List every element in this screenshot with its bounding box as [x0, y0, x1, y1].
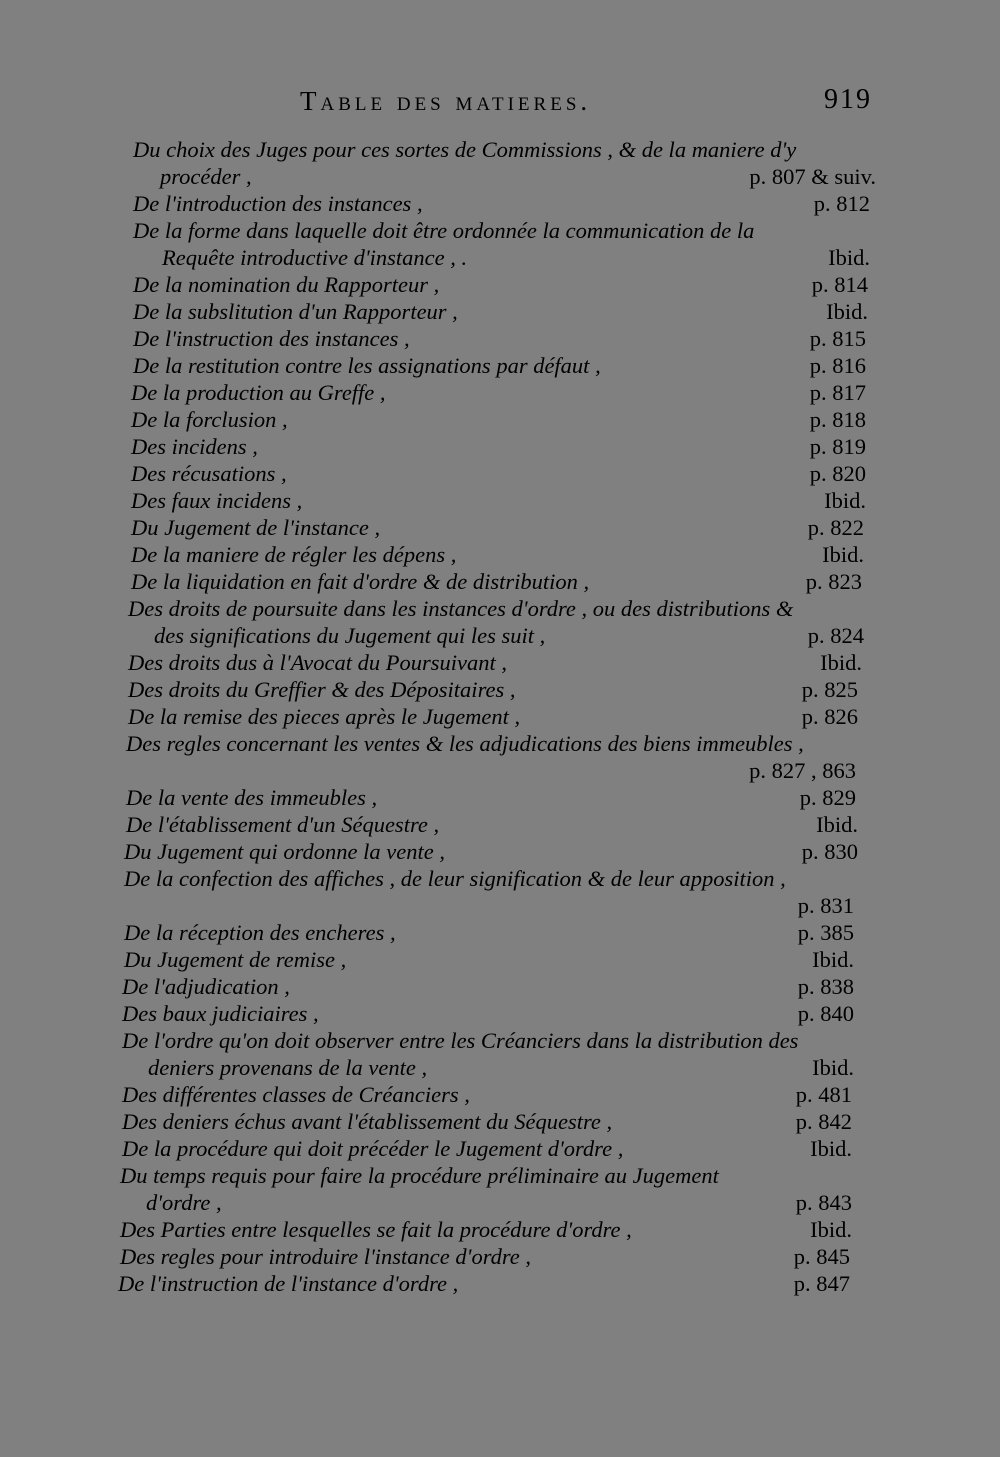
entry-page-ref: p. 843 — [795, 1190, 852, 1215]
toc-entry — [0, 1108, 1000, 1135]
entry-title: Des incidens , — [131, 434, 258, 459]
toc-entry — [0, 838, 1000, 865]
toc-entry — [0, 1027, 1000, 1081]
entry-page-ref: p. 814 — [811, 272, 868, 297]
entry-title: De la subslitution d'un Rapporteur , — [133, 299, 458, 324]
toc-entry — [0, 136, 1000, 190]
entry-page-ref: Ibid. — [820, 650, 862, 675]
entry-title: De l'instruction de l'instance d'ordre , — [118, 1271, 459, 1296]
entry-title-continued: des significations du Jugement qui les suit , — [154, 623, 546, 648]
entry-page-ref: p. 823 — [805, 569, 862, 594]
entry-title-continued: Requête introductive d'instance , . — [162, 245, 468, 270]
entry-page-ref: p. 831 — [797, 893, 854, 918]
toc-entry — [0, 541, 1000, 568]
toc-entry — [0, 1216, 1000, 1243]
entry-title-continued: procéder , — [160, 164, 252, 189]
entry-page-ref: p. 816 — [809, 353, 866, 378]
table-of-contents — [0, 136, 1000, 1297]
entry-page-ref: p. 826 — [801, 704, 858, 729]
entry-page-ref: p. 815 — [809, 326, 866, 351]
toc-entry — [0, 649, 1000, 676]
toc-entry — [0, 298, 1000, 325]
entry-page-ref: p. 822 — [807, 515, 864, 540]
toc-entry — [0, 676, 1000, 703]
toc-entry — [0, 946, 1000, 973]
toc-entry — [0, 973, 1000, 1000]
entry-title: De l'adjudication , — [122, 974, 290, 999]
toc-entry — [0, 1162, 1000, 1216]
page-header — [300, 82, 872, 122]
entry-page-ref: Ibid. — [812, 1055, 854, 1080]
page-number: 919 — [824, 84, 872, 115]
entry-page-ref: Ibid. — [824, 488, 866, 513]
entry-title: Des récusations , — [131, 461, 287, 486]
entry-page-ref: p. 818 — [809, 407, 866, 432]
toc-entry — [0, 352, 1000, 379]
entry-title: Du temps requis pour faire la procédure préliminaire au Jugement — [120, 1163, 719, 1188]
entry-title: De la liquidation en fait d'ordre & de distribution , — [131, 569, 590, 594]
toc-entry — [0, 406, 1000, 433]
entry-page-ref: p. 812 — [813, 191, 870, 216]
entry-title: Des faux incidens , — [131, 488, 303, 513]
entry-page-ref: p. 819 — [809, 434, 866, 459]
entry-title: De la maniere de régler les dépens , — [131, 542, 457, 567]
entry-title: De la procédure qui doit précéder le Jugement d'ordre , — [122, 1136, 624, 1161]
entry-page-ref: p. 847 — [793, 1271, 850, 1296]
entry-title: Des regles concernant les ventes & les adjudications des biens immeubles , — [126, 731, 804, 756]
entry-page-ref: Ibid. — [822, 542, 864, 567]
toc-entry — [0, 1270, 1000, 1297]
entry-title: Des deniers échus avant l'établissement du Séquestre , — [122, 1109, 613, 1134]
entry-title: Des regles pour introduire l'instance d'ordre , — [120, 1244, 532, 1269]
entry-title: Des Parties entre lesquelles se fait la procédure d'ordre , — [120, 1217, 632, 1242]
entry-title-continued: d'ordre , — [146, 1190, 222, 1215]
toc-entry — [0, 730, 1000, 784]
entry-title: De l'instruction des instances , — [133, 326, 410, 351]
toc-entry — [0, 487, 1000, 514]
entry-page-ref: Ibid. — [816, 812, 858, 837]
toc-entry — [0, 325, 1000, 352]
entry-page-ref: p. 845 — [793, 1244, 850, 1269]
toc-entry — [0, 865, 1000, 919]
entry-title: De la vente des immeubles , — [126, 785, 378, 810]
toc-entry — [0, 217, 1000, 271]
toc-entry — [0, 595, 1000, 649]
entry-title: Du Jugement qui ordonne la vente , — [124, 839, 445, 864]
entry-title: De la remise des pieces après le Jugement , — [128, 704, 521, 729]
entry-page-ref: p. 807 & suiv. — [749, 164, 876, 189]
entry-page-ref: Ibid. — [826, 299, 868, 324]
entry-page-ref: Ibid. — [812, 947, 854, 972]
toc-entry — [0, 703, 1000, 730]
entry-page-ref: p. 830 — [801, 839, 858, 864]
entry-page-ref: p. 820 — [809, 461, 866, 486]
entry-page-ref: p. 842 — [795, 1109, 852, 1134]
entry-title: De l'introduction des instances , — [133, 191, 423, 216]
toc-entry — [0, 514, 1000, 541]
toc-entry — [0, 379, 1000, 406]
toc-entry — [0, 811, 1000, 838]
entry-title: De la nomination du Rapporteur , — [133, 272, 440, 297]
toc-entry — [0, 190, 1000, 217]
toc-entry — [0, 1081, 1000, 1108]
toc-entry — [0, 433, 1000, 460]
entry-title: De la confection des affiches , de leur signification & de leur apposition , — [124, 866, 786, 891]
entry-title: Du Jugement de l'instance , — [131, 515, 381, 540]
entry-page-ref: p. 829 — [799, 785, 856, 810]
entry-page-ref: p. 838 — [797, 974, 854, 999]
entry-page-ref: p. 481 — [795, 1082, 852, 1107]
entry-title: Des droits de poursuite dans les instances d'ordre , ou des distributions & — [128, 596, 794, 621]
entry-title: Des différentes classes de Créanciers , — [122, 1082, 470, 1107]
page-title: Table des matieres. — [300, 86, 592, 116]
entry-page-ref: p. 817 — [809, 380, 866, 405]
entry-page-ref: p. 824 — [807, 623, 864, 648]
entry-title: De la réception des encheres , — [124, 920, 396, 945]
entry-title: De l'ordre qu'on doit observer entre les Créanciers dans la distribution des — [122, 1028, 799, 1053]
entry-title: De l'établissement d'un Séquestre , — [126, 812, 440, 837]
entry-page-ref: p. 827 , 863 — [749, 758, 856, 783]
toc-entry — [0, 271, 1000, 298]
entry-title: De la restitution contre les assignations par défaut , — [133, 353, 601, 378]
entry-page-ref: p. 385 — [797, 920, 854, 945]
toc-entry — [0, 919, 1000, 946]
toc-entry — [0, 568, 1000, 595]
entry-page-ref: Ibid. — [828, 245, 870, 270]
entry-title: De la forme dans laquelle doit être ordonnée la communication de la — [133, 218, 755, 243]
entry-title: Des droits du Greffier & des Dépositaires , — [128, 677, 516, 702]
entry-title: Du Jugement de remise , — [124, 947, 347, 972]
entry-title: Des droits dus à l'Avocat du Poursuivant , — [128, 650, 507, 675]
toc-entry — [0, 1000, 1000, 1027]
toc-entry — [0, 460, 1000, 487]
entry-page-ref: p. 840 — [797, 1001, 854, 1026]
entry-page-ref: p. 825 — [801, 677, 858, 702]
entry-page-ref: Ibid. — [810, 1136, 852, 1161]
entry-title: De la forclusion , — [131, 407, 288, 432]
toc-entry — [0, 784, 1000, 811]
entry-title-continued: deniers provenans de la vente , — [148, 1055, 428, 1080]
toc-entry — [0, 1243, 1000, 1270]
entry-title: Des baux judiciaires , — [122, 1001, 319, 1026]
entry-title: Du choix des Juges pour ces sortes de Commissions , & de la maniere d'y — [133, 137, 797, 162]
entry-page-ref: Ibid. — [810, 1217, 852, 1242]
toc-entry — [0, 1135, 1000, 1162]
entry-title: De la production au Greffe , — [131, 380, 386, 405]
